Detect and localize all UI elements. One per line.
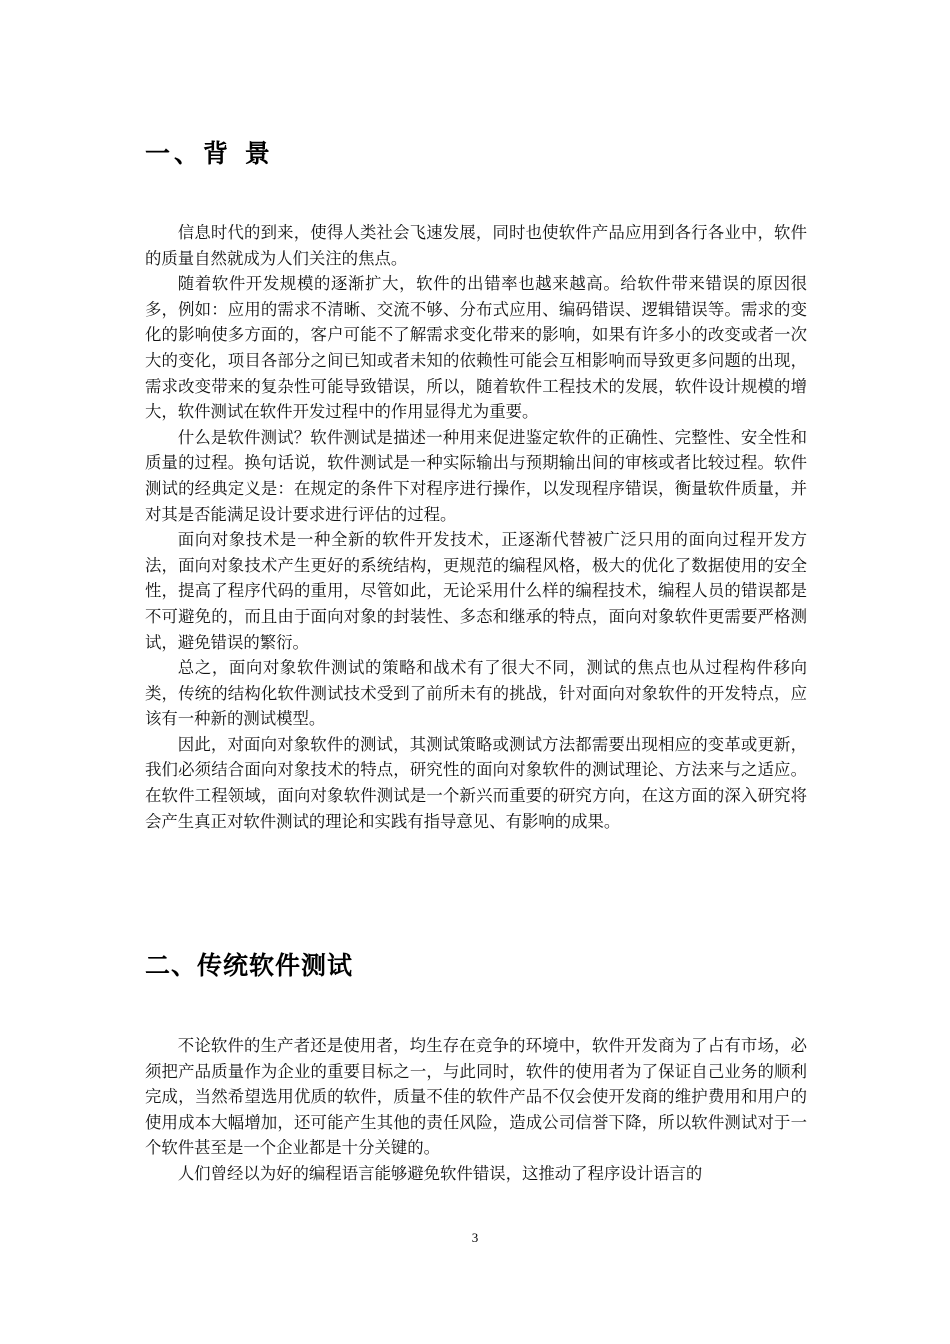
paragraph: 因此，对面向对象软件的测试，其测试策略或测试方法都需要出现相应的变革或更新，我们必须结合面向对象技术的特点，研究性的面向对象软件的测试理论、方法来与之适应。在软件工程领域，面向对象软件测试是一个新兴而重要的研究方向，在这方面的深入研究将会产生真正对软件测试的理论和实践有指导意见、有影响的成果。 <box>145 734 807 831</box>
paragraph: 随着软件开发规模的逐渐扩大，软件的出错率也越来越高。给软件带来错误的原因很多，例如：应用的需求不清晰、交流不够、分布式应用、编码错误、逻辑错误等。需求的变化的影响使多方面的，客户可能不了解需求变化带来的影响，如果有许多小的改变或者一次大的变化，项目各部分之间已知或者未知的依赖性可能会互相影响而导致更多问题的出现，需求改变带来的复杂性可能导致错误，所以，随着软件工程技术的发展，软件设计规模的增大，软件测试在软件开发过程中的作用显得尤为重要。 <box>145 274 807 422</box>
paragraph: 人们曾经以为好的编程语言能够避免软件错误，这推动了程序设计语言的 <box>177 1163 703 1183</box>
section-heading-traditional-testing: 二、传统软件测试 <box>145 951 354 980</box>
section-body-traditional-testing <box>145 1033 807 1187</box>
section-heading-background: 一、背 景 <box>145 139 274 168</box>
paragraph: 总之，面向对象软件测试的策略和战术有了很大不同，测试的焦点也从过程构件移向类，传统的结构化软件测试技术受到了前所未有的挑战，针对面向对象软件的开发特点，应该有一种新的测试模型。 <box>145 658 807 729</box>
section-body-background <box>145 220 807 834</box>
paragraph: 面向对象技术是一种全新的软件开发技术，正逐渐代替被广泛只用的面向过程开发方法，面向对象技术产生更好的系统结构，更规范的编程风格，极大的优化了数据使用的安全性，提高了程序代码的重用，尽管如此，无论采用什么样的编程技术，编程人员的错误都是不可避免的，而且由于面向对象的封装性、多态和继承的特点，面向对象软件更需要严格测试，避免错误的繁衍。 <box>145 530 807 652</box>
paragraph: 不论软件的生产者还是使用者，均生存在竞争的环境中，软件开发商为了占有市场，必须把产品质量作为企业的重要目标之一，与此同时，软件的使用者为了保证自己业务的顺利完成，当然希望选用优质的软件，质量不佳的软件产品不仅会使开发商的维护费用和用户的使用成本大幅增加，还可能产生其他的责任风险，造成公司信誉下降，所以软件测试对于一个软件甚至是一个企业都是十分关键的。 <box>145 1036 807 1158</box>
paragraph: 什么是软件测试？软件测试是描述一种用来促进鉴定软件的正确性、完整性、安全性和质量的过程。换句话说，软件测试是一种实际输出与预期输出间的审核或者比较过程。软件测试的经典定义是：在规定的条件下对程序进行操作，以发现程序错误，衡量软件质量，并对其是否能满足设计要求进行评估的过程。 <box>145 427 807 524</box>
paragraph: 信息时代的到来，使得人类社会飞速发展，同时也使软件产品应用到各行各业中，软件的质量自然就成为人们关注的焦点。 <box>145 223 807 268</box>
page-number: 3 <box>471 1230 479 1245</box>
